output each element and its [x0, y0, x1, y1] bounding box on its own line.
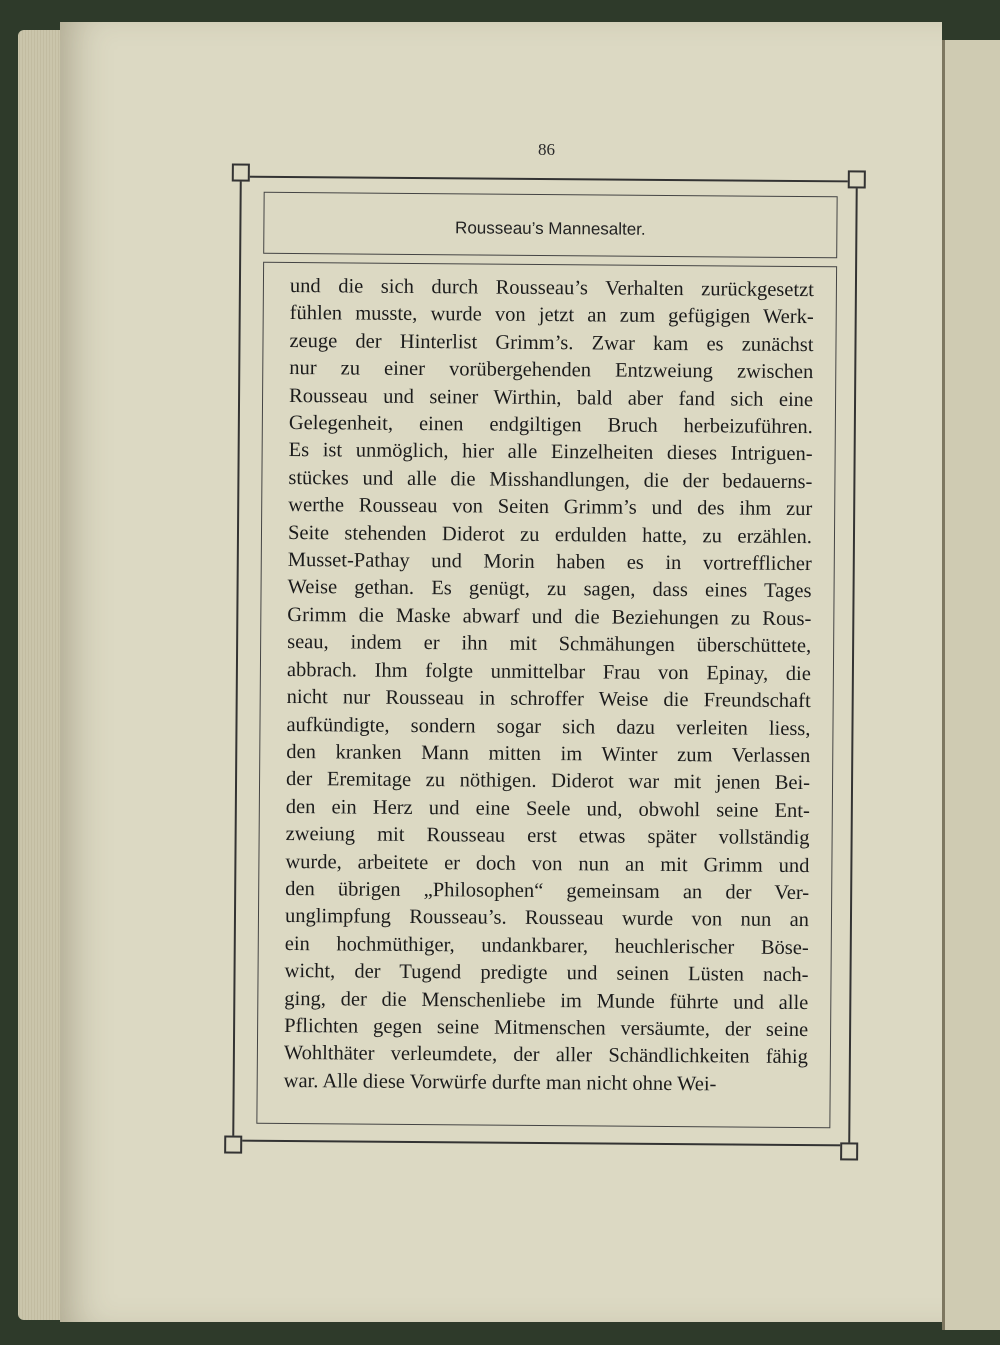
text-line: Wohlthäter verleumdete, der aller Schändlichkeiten fähig	[283, 1042, 808, 1069]
text-block-box	[256, 262, 837, 1128]
text-line: ging, der die Menschenliebe im Munde führte und alle	[284, 987, 809, 1014]
text-line: Es ist unmöglich, hier alle Einzelheiten dieses Intriguen-	[288, 439, 813, 466]
text-line: aufkündigte, sondern sogar sich dazu verleiten liess,	[286, 713, 811, 740]
frame-corner-square	[224, 1135, 242, 1153]
text-line: seau, indem er ihn mit Schmähungen überschüttete,	[287, 631, 812, 658]
text-line: war. Alle diese Vorwürfe durfte man nicht ohne Wei-	[283, 1069, 717, 1096]
text-line: abbrach. Ihm folgte unmittelbar Frau von Epinay, die	[286, 658, 811, 685]
running-head-box	[263, 192, 837, 259]
text-line: Weise gethan. Es genügt, zu sagen, dass eines Tages	[287, 576, 812, 603]
text-line: Seite stehenden Diderot zu erdulden hatte, zu erzählen.	[287, 521, 813, 548]
text-line: ein hochmüthiger, undankbarer, heuchlerischer Böse-	[284, 932, 809, 959]
text-line: Rousseau und seiner Wirthin, bald aber fand sich eine	[288, 384, 814, 411]
ornamental-frame	[232, 176, 858, 1147]
text-line: wicht, der Tugend predigte und seinen Lüsten nach-	[284, 960, 809, 987]
text-line: Gelegenheit, einen endgiltigen Bruch herbeizuführen.	[288, 412, 813, 439]
text-line: wurde, arbeitete er doch von nun an mit Grimm und	[285, 850, 810, 877]
facing-page-edge	[942, 40, 1000, 1330]
text-line: nicht nur Rousseau in schroffer Weise die Freundschaft	[286, 686, 811, 713]
text-line: Musset-Pathay und Morin haben es in vortrefflicher	[287, 549, 812, 576]
text-line: Pflichten gegen seine Mitmenschen versäumte, der seine	[284, 1014, 809, 1042]
body-text	[284, 273, 814, 1099]
text-line: und die sich durch Rousseau’s Verhalten zurückgesetzt	[289, 274, 815, 302]
page-number: 86	[538, 140, 555, 159]
text-line: stückes und alle die Misshandlungen, die der bedauerns-	[288, 466, 813, 493]
text-line: den übrigen „Philosophen“ gemeinsam an der Ver-	[285, 877, 810, 905]
frame-corner-square	[232, 164, 250, 182]
text-line: werthe Rousseau von Seiten Grimm’s und des ihm zur	[288, 494, 813, 521]
frame-corner-square	[848, 170, 866, 188]
text-line: zweiung mit Rousseau erst etwas später vollständig	[285, 823, 810, 850]
frame-corner-square	[840, 1142, 858, 1160]
text-line: den kranken Mann mitten im Winter zum Verlassen	[286, 740, 811, 767]
text-line: nur zu einer vorübergehenden Entzweiung zwischen	[289, 357, 814, 384]
text-line: zeuge der Hinterlist Grimm’s. Zwar kam es zunächst	[289, 329, 814, 356]
text-line: der Eremitage zu nöthigen. Diderot war mit jenen Bei-	[285, 768, 811, 795]
text-line: fühlen musste, wurde von jetzt an zum gefügigen Werk-	[289, 302, 814, 329]
text-line: den ein Herz und eine Seele und, obwohl seine Ent-	[285, 795, 810, 822]
text-line: unglimpfung Rousseau’s. Rousseau wurde von nun an	[284, 905, 810, 932]
text-line: Grimm die Maske abwarf und die Beziehungen zu Rous-	[287, 603, 812, 630]
running-title: Rousseau’s Mannesalter.	[455, 218, 646, 239]
